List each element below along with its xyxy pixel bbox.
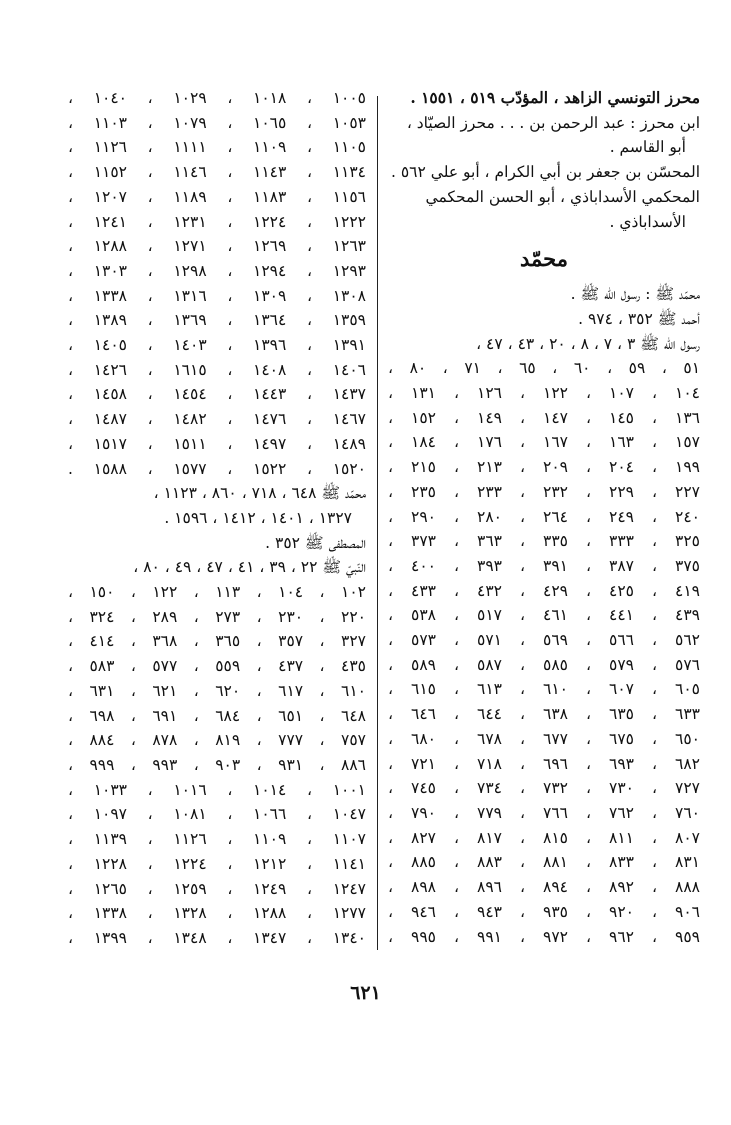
page-ref-line: ٦١٠ ، ٦١٧ ، ٦٢٠ ، ٦٢١ ، ٦٣١ ، — [68, 681, 366, 700]
page-ref-line: ١٣٤٠ ، ١٣٤٧ ، ١٣٤٨ ، ١٣٩٩ ، — [68, 928, 367, 947]
page-ref-line: ١٤٣٧ ، ١٤٤٣ ، ١٤٥٤ ، ١٤٥٨ ، — [68, 385, 367, 404]
page-ref-line: ١٤٠٦ ، ١٤٠٨ ، ١٦١٥ ، ١٤٢٦ ، — [68, 360, 367, 379]
page-ref-line: ١١٣٤ ، ١١٤٣ ، ١١٤٦ ، ١١٥٢ ، — [68, 163, 367, 182]
page-ref-line: ٨٠٧ ، ٨١١ ، ٨١٥ ، ٨١٧ ، ٨٢٧ ، — [388, 828, 700, 847]
page-ref-line: ٨٣١ ، ٨٣٣ ، ٨٨١ ، ٨٨٣ ، ٨٨٥ ، — [388, 853, 700, 872]
right-number-list — [388, 356, 700, 949]
page-ref-line: ٦٥٠ ، ٦٧٥ ، ٦٧٧ ، ٦٧٨ ، ٦٨٠ ، — [388, 729, 700, 748]
index-entry: محمّد ﷺ ٦٤٨ ، ٧١٨ ، ٨٦٠ ، ١١٢٣ ، — [153, 484, 366, 503]
index-entry: ١٣٢٧ ، ١٤٠١ ، ١٤١٢ ، ١٥٩٦ . — [164, 508, 352, 527]
page-ref-line: ١٣٦ ، ١٤٥ ، ١٤٧ ، ١٤٩ ، ١٥٢ ، — [388, 408, 700, 427]
page-ref-line: ٦٣٣ ، ٦٣٥ ، ٦٣٨ ، ٦٤٤ ، ٦٤٦ ، — [388, 705, 700, 724]
page-ref-line: ٨٨٨ ، ٨٩٢ ، ٨٩٤ ، ٨٩٦ ، ٨٩٨ ، — [388, 878, 700, 897]
page-ref-line: ٦٠٥ ، ٦٠٧ ، ٦١٠ ، ٦١٣ ، ٦١٥ ، — [388, 680, 700, 699]
index-entry: محرز التونسي الزاهد ، المؤدّب ٥١٩ ، ١٥٥١ . — [410, 88, 700, 107]
page-ref-line: ٧٥٧ ، ٧٧٧ ، ٨١٩ ، ٨٧٨ ، ٨٨٤ ، — [68, 731, 366, 750]
page-ref-line: ١٣٥٩ ، ١٣٦٤ ، ١٣٦٩ ، ١٣٨٩ ، — [68, 311, 367, 330]
right-column — [388, 86, 700, 949]
page-ref-line: ١٤٦٧ ، ١٤٧٦ ، ١٤٨٢ ، ١٤٨٧ ، — [68, 410, 367, 429]
index-entry: أحمد ﷺ ٣٥٢ ، ٩٧٤ . — [578, 309, 700, 328]
page-ref-line: ٥١ ، ٥٩ ، ٦٠ ، ٦٥ ، ٧١ ، ٨٠ ، — [388, 359, 701, 378]
page-ref-line: ١٠٠١ ، ١٠١٤ ، ١٠١٦ ، ١٠٣٣ ، — [68, 780, 367, 799]
page-ref-line: ١٢٤٧ ، ١٢٤٩ ، ١٢٥٩ ، ١٢٦٥ ، — [68, 879, 367, 898]
page-ref-line: ١١٤١ ، ١٢١٢ ، ١٢٢٤ ، ١٢٢٨ ، — [68, 854, 367, 873]
page-ref-line: ١٢٦٣ ، ١٢٦٩ ، ١٢٧١ ، ١٢٨٨ ، — [68, 237, 367, 256]
page-ref-line: ١٢٢٢ ، ١٢٢٤ ، ١٢٣١ ، ١٢٤١ ، — [68, 212, 367, 231]
page-ref-line: ٩٠٦ ، ٩٢٠ ، ٩٣٥ ، ٩٤٣ ، ٩٤٦ ، — [388, 902, 700, 921]
index-entry: النّبيّ ﷺ ٢٢ ، ٣٩ ، ٤١ ، ٤٧ ، ٤٩ ، ٨٠ ، — [133, 558, 366, 577]
section-heading: محمّد — [520, 246, 568, 272]
page-ref-line: ١٠٤ ، ١٠٧ ، ١٢٢ ، ١٢٦ ، ١٣١ ، — [388, 384, 700, 403]
index-entry: الأسداباذي . — [609, 212, 686, 231]
index-entry: المحسّن بن جعفر بن أبي الكرام ، أبو علي ٥٦٢ . — [391, 163, 700, 182]
page-ref-line: ٢٤٠ ، ٢٤٩ ، ٢٦٤ ، ٢٨٠ ، ٢٩٠ ، — [388, 507, 700, 526]
left-column — [68, 86, 366, 951]
page-ref-line: ٥٧٦ ، ٥٧٩ ، ٥٨٥ ، ٥٨٧ ، ٥٨٩ ، — [388, 655, 700, 674]
page-ref-line: ١٢٧٧ ، ١٢٨٨ ، ١٣٢٨ ، ١٣٣٨ ، — [68, 904, 367, 923]
page-ref-line: ١٥٧ ، ١٦٣ ، ١٦٧ ، ١٧٦ ، ١٨٤ ، — [388, 433, 700, 452]
right-top-entries — [388, 86, 700, 234]
page-ref-line: ٧٦٠ ، ٧٦٢ ، ٧٦٦ ، ٧٧٩ ، ٧٩٠ ، — [388, 803, 700, 822]
page-ref-line: ١٠٤٧ ، ١٠٦٦ ، ١٠٨١ ، ١٠٩٧ ، — [68, 805, 367, 824]
page-ref-line: ٣٢٥ ، ٣٣٣ ، ٣٣٥ ، ٣٦٣ ، ٣٧٣ ، — [388, 532, 700, 551]
page-ref-line: ١١٠٥ ، ١١٠٩ ، ١١١١ ، ١١٢٦ ، — [68, 138, 367, 157]
index-entry: أبو القاسم . — [609, 138, 686, 157]
page-ref-line: ١٠٢ ، ١٠٤ ، ١١٣ ، ١٢٢ ، ١٥٠ ، — [68, 583, 366, 602]
page-ref-line: ١٣٠٨ ، ١٣٠٩ ، ١٣١٦ ، ١٣٣٨ ، — [68, 286, 367, 305]
left-number-list-a — [68, 86, 366, 481]
page-ref-line: ١٥٢٠ ، ١٥٢٢ ، ١٥٧٧ ، ١٥٨٨ . — [68, 459, 366, 478]
index-entry: ابن محرز : عبد الرحمن بن . . . محرز الصيّاد ، — [406, 113, 700, 132]
right-mid-entries — [388, 282, 700, 356]
left-number-list-b — [68, 580, 366, 951]
page-number: ٦٢١ — [350, 982, 381, 1004]
page-ref-line: ٧٢٧ ، ٧٣٠ ، ٧٣٢ ، ٧٣٤ ، ٧٤٥ ، — [388, 779, 700, 798]
page-ref-line: ٢٢٧ ، ٢٢٩ ، ٢٣٢ ، ٢٣٣ ، ٢٣٥ ، — [388, 482, 700, 501]
page-ref-line: ٣٧٥ ، ٣٨٧ ، ٣٩١ ، ٣٩٣ ، ٤٠٠ ، — [388, 556, 700, 575]
page-ref-line: ١٠٥٣ ، ١٠٦٥ ، ١٠٧٩ ، ١١٠٣ ، — [68, 113, 367, 132]
page-ref-line: ١٢٩٣ ، ١٢٩٤ ، ١٢٩٨ ، ١٣٠٣ ، — [68, 261, 367, 280]
page-ref-line: ٤٣٥ ، ٤٣٧ ، ٥٥٩ ، ٥٧٧ ، ٥٨٣ ، — [68, 657, 366, 676]
page-ref-line: ٣٢٧ ، ٣٥٧ ، ٣٦٥ ، ٣٦٨ ، ٤١٤ ، — [68, 632, 366, 651]
page-ref-line: ٨٨٦ ، ٩٣١ ، ٩٠٣ ، ٩٩٣ ، ٩٩٩ ، — [68, 755, 366, 774]
page-ref-line: ١٣٩١ ، ١٣٩٦ ، ١٤٠٣ ، ١٤٠٥ ، — [68, 336, 367, 355]
page-ref-line: ١٩٩ ، ٢٠٤ ، ٢٠٩ ، ٢١٣ ، ٢١٥ ، — [388, 458, 700, 477]
page-ref-line: ٤٣٩ ، ٤٤١ ، ٤٦١ ، ٥١٧ ، ٥٣٨ ، — [388, 606, 700, 625]
page-ref-line: ١١٠٧ ، ١١٠٩ ، ١١٢٦ ، ١١٣٩ ، — [68, 830, 367, 849]
page-ref-line: ٩٥٩ ، ٩٦٢ ، ٩٧٢ ، ٩٩١ ، ٩٩٥ ، — [388, 927, 700, 946]
page-ref-line: ١١٥٦ ، ١١٨٣ ، ١١٨٩ ، ١٢٠٧ ، — [68, 187, 367, 206]
page-ref-line: ١٠٠٥ ، ١٠١٨ ، ١٠٢٩ ، ١٠٤٠ ، — [68, 89, 367, 107]
page-ref-line: ١٤٨٩ ، ١٤٩٧ ، ١٥١١ ، ١٥١٧ ، — [68, 434, 367, 453]
page-ref-line: ٦٨٢ ، ٦٩٣ ، ٦٩٦ ، ٧١٨ ، ٧٢١ ، — [388, 754, 700, 773]
index-entry: رسول الله ﷺ ٣ ، ٧ ، ٨ ، ٢٠ ، ٤٣ ، ٤٧ ، — [476, 334, 700, 353]
page-ref-line: ٤١٩ ، ٤٢٥ ، ٤٢٩ ، ٤٣٢ ، ٤٣٣ ، — [388, 581, 700, 600]
index-entry: المحكمي الأسداباذي ، أبو الحسن المحكمي — [425, 187, 700, 206]
page-ref-line: ٥٦٢ ، ٥٦٦ ، ٥٦٩ ، ٥٧١ ، ٥٧٣ ، — [388, 631, 700, 650]
page-ref-line: ٦٤٨ ، ٦٥١ ، ٦٨٤ ، ٦٩١ ، ٦٩٨ ، — [68, 706, 366, 725]
left-entries — [68, 481, 366, 580]
index-entry: المصطفى ﷺ ٣٥٢ . — [265, 533, 366, 552]
column-divider — [377, 96, 378, 950]
index-entry: محمّد ﷺ : رسول الله ﷺ . — [570, 285, 700, 304]
page-ref-line: ٢٢٠ ، ٢٣٠ ، ٢٧٣ ، ٢٨٩ ، ٣٢٤ ، — [68, 607, 366, 626]
